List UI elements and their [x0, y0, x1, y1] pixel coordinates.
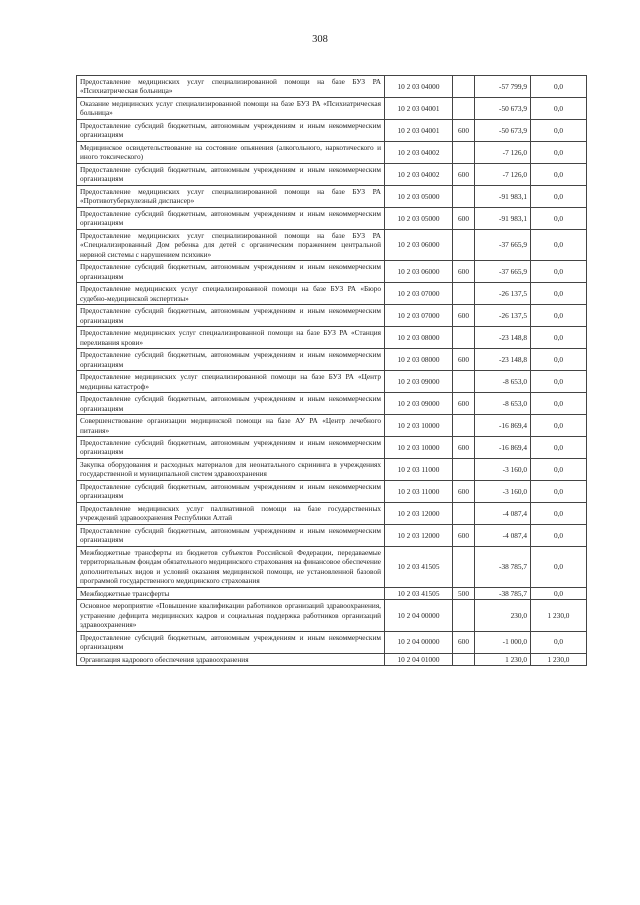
row-name-cell: Оказание медицинских услуг специализированной помощи на базе БУЗ РА «Психиатрическая больница» [77, 97, 385, 119]
row-name-cell: Закупка оборудования и расходных материалов для неонатального скрининга в учреждениях государственной и муниципальной систем здравоохранения [77, 458, 385, 480]
row-amount-change-cell: -38 785,7 [475, 587, 531, 599]
table-row [77, 546, 587, 587]
budget-table [76, 75, 587, 666]
row-name-cell: Предоставление субсидий бюджетным, автономным учреждениям и иным некоммерческим организациям [77, 261, 385, 283]
table-row [77, 393, 587, 415]
row-amount-change-cell: -8 653,0 [475, 371, 531, 393]
row-name-cell: Предоставление медицинских услуг специализированной помощи на базе БУЗ РА «Бюро судебно-медицинской экспертизы» [77, 283, 385, 305]
row-name-cell: Предоставление субсидий бюджетным, автономным учреждениям и иным некоммерческим организациям [77, 631, 385, 653]
row-amount-second-cell: 0,0 [531, 229, 587, 260]
row-amount-change-cell: -26 137,5 [475, 305, 531, 327]
row-name-cell: Межбюджетные трансферты из бюджетов субъектов Российской Федерации, передаваемые территориальным фондам обязательного медицинского страхования на финансовое обеспечение дополнительных видов и условий оказания медицинской помощи, не установленной базовой программой государственного медицинского страхования [77, 546, 385, 587]
row-amount-change-cell: -37 665,9 [475, 261, 531, 283]
row-amount-second-cell: 0,0 [531, 524, 587, 546]
row-amount-second-cell: 0,0 [531, 546, 587, 587]
row-amount-second-cell: 0,0 [531, 631, 587, 653]
row-code-cell: 10 2 03 11000 [385, 480, 453, 502]
row-amount-second-cell: 0,0 [531, 458, 587, 480]
row-expense-type-cell: 600 [453, 163, 475, 185]
table-row [77, 327, 587, 349]
row-amount-change-cell: -16 869,4 [475, 436, 531, 458]
budget-table-body [77, 76, 587, 666]
row-name-cell: Предоставление субсидий бюджетным, автономным учреждениям и иным некоммерческим организациям [77, 524, 385, 546]
table-row [77, 163, 587, 185]
table-row [77, 261, 587, 283]
row-expense-type-cell: 600 [453, 631, 475, 653]
row-name-cell: Предоставление субсидий бюджетным, автономным учреждениям и иным некоммерческим организациям [77, 305, 385, 327]
table-row [77, 141, 587, 163]
row-expense-type-cell [453, 458, 475, 480]
row-expense-type-cell [453, 76, 475, 98]
row-code-cell: 10 2 03 06000 [385, 261, 453, 283]
row-amount-second-cell: 0,0 [531, 76, 587, 98]
row-code-cell: 10 2 03 11000 [385, 458, 453, 480]
row-amount-second-cell: 0,0 [531, 283, 587, 305]
row-code-cell: 10 2 03 04001 [385, 97, 453, 119]
row-amount-second-cell: 0,0 [531, 349, 587, 371]
table-row [77, 524, 587, 546]
row-code-cell: 10 2 04 00000 [385, 631, 453, 653]
row-code-cell: 10 2 03 08000 [385, 327, 453, 349]
row-name-cell: Предоставление субсидий бюджетным, автономным учреждениям и иным некоммерческим организациям [77, 349, 385, 371]
table-row [77, 207, 587, 229]
row-amount-second-cell: 0,0 [531, 436, 587, 458]
row-amount-second-cell: 0,0 [531, 502, 587, 524]
row-name-cell: Предоставление медицинских услуг специализированной помощи на базе БУЗ РА «Специализированный Дом ребенка для детей с органическим поражением центральной нервной системы с нарушением психики» [77, 229, 385, 260]
row-code-cell: 10 2 03 12000 [385, 502, 453, 524]
row-amount-change-cell: -8 653,0 [475, 393, 531, 415]
page-number: 308 [312, 34, 328, 45]
row-amount-second-cell: 0,0 [531, 97, 587, 119]
row-code-cell: 10 2 03 07000 [385, 283, 453, 305]
row-name-cell: Предоставление субсидий бюджетным, автономным учреждениям и иным некоммерческим организациям [77, 480, 385, 502]
row-name-cell: Межбюджетные трансферты [77, 587, 385, 599]
table-row [77, 283, 587, 305]
row-amount-change-cell: -7 126,0 [475, 163, 531, 185]
row-code-cell: 10 2 03 41505 [385, 546, 453, 587]
row-expense-type-cell [453, 502, 475, 524]
table-row [77, 480, 587, 502]
row-expense-type-cell [453, 229, 475, 260]
row-amount-change-cell: -38 785,7 [475, 546, 531, 587]
table-row [77, 502, 587, 524]
table-row [77, 458, 587, 480]
row-amount-change-cell: -16 869,4 [475, 415, 531, 437]
row-code-cell: 10 2 03 41505 [385, 587, 453, 599]
row-amount-change-cell: -50 673,9 [475, 97, 531, 119]
row-name-cell: Предоставление субсидий бюджетным, автономным учреждениям и иным некоммерческим организациям [77, 163, 385, 185]
row-code-cell: 10 2 03 09000 [385, 371, 453, 393]
row-name-cell: Предоставление медицинских услуг специализированной помощи на базе БУЗ РА «Противотуберкулезный диспансер» [77, 185, 385, 207]
table-row [77, 229, 587, 260]
row-expense-type-cell: 600 [453, 261, 475, 283]
row-expense-type-cell: 600 [453, 349, 475, 371]
row-code-cell: 10 2 03 05000 [385, 207, 453, 229]
row-amount-second-cell: 0,0 [531, 305, 587, 327]
row-code-cell: 10 2 03 05000 [385, 185, 453, 207]
row-code-cell: 10 2 04 00000 [385, 600, 453, 631]
row-code-cell: 10 2 03 08000 [385, 349, 453, 371]
row-name-cell: Предоставление субсидий бюджетным, автономным учреждениям и иным некоммерческим организациям [77, 207, 385, 229]
row-code-cell: 10 2 03 06000 [385, 229, 453, 260]
row-code-cell: 10 2 03 04000 [385, 76, 453, 98]
table-row [77, 305, 587, 327]
row-code-cell: 10 2 04 01000 [385, 653, 453, 665]
row-amount-change-cell: -3 160,0 [475, 480, 531, 502]
row-amount-second-cell: 0,0 [531, 207, 587, 229]
row-expense-type-cell: 600 [453, 207, 475, 229]
row-expense-type-cell: 600 [453, 524, 475, 546]
row-name-cell: Основное мероприятие «Повышение квалификации работников организаций здравоохранения, устранение дефицита медицинских кадров и социальная поддержка работников организаций здравоохранения» [77, 600, 385, 631]
table-row [77, 185, 587, 207]
row-expense-type-cell: 600 [453, 480, 475, 502]
row-name-cell: Предоставление медицинских услуг паллиативной помощи на базе государственных учреждений здравоохранения Республики Алтай [77, 502, 385, 524]
row-name-cell: Предоставление медицинских услуг специализированной помощи на базе БУЗ РА «Станция переливания крови» [77, 327, 385, 349]
row-amount-change-cell: -1 000,0 [475, 631, 531, 653]
row-expense-type-cell: 600 [453, 119, 475, 141]
row-amount-second-cell: 0,0 [531, 141, 587, 163]
table-row [77, 415, 587, 437]
row-expense-type-cell [453, 97, 475, 119]
row-amount-second-cell: 0,0 [531, 480, 587, 502]
table-row [77, 653, 587, 665]
row-amount-second-cell: 0,0 [531, 415, 587, 437]
row-amount-change-cell: -57 799,9 [475, 76, 531, 98]
row-code-cell: 10 2 03 07000 [385, 305, 453, 327]
row-expense-type-cell [453, 653, 475, 665]
row-amount-change-cell: -23 148,8 [475, 349, 531, 371]
row-expense-type-cell [453, 415, 475, 437]
row-amount-change-cell: -3 160,0 [475, 458, 531, 480]
row-amount-change-cell: 1 230,0 [475, 653, 531, 665]
row-name-cell: Предоставление медицинских услуг специализированной помощи на базе БУЗ РА «Психиатрическая больница» [77, 76, 385, 98]
row-amount-second-cell: 0,0 [531, 371, 587, 393]
row-code-cell: 10 2 03 12000 [385, 524, 453, 546]
table-row [77, 76, 587, 98]
row-amount-second-cell: 0,0 [531, 261, 587, 283]
row-expense-type-cell: 600 [453, 393, 475, 415]
row-code-cell: 10 2 03 04002 [385, 141, 453, 163]
row-expense-type-cell [453, 185, 475, 207]
row-amount-change-cell: -4 087,4 [475, 524, 531, 546]
row-expense-type-cell [453, 546, 475, 587]
table-row [77, 600, 587, 631]
row-name-cell: Предоставление субсидий бюджетным, автономным учреждениям и иным некоммерческим организациям [77, 393, 385, 415]
row-amount-change-cell: -23 148,8 [475, 327, 531, 349]
row-expense-type-cell [453, 600, 475, 631]
row-amount-change-cell: -7 126,0 [475, 141, 531, 163]
row-code-cell: 10 2 03 10000 [385, 436, 453, 458]
row-name-cell: Предоставление субсидий бюджетным, автономным учреждениям и иным некоммерческим организациям [77, 119, 385, 141]
table-row [77, 371, 587, 393]
row-expense-type-cell: 600 [453, 305, 475, 327]
row-expense-type-cell: 500 [453, 587, 475, 599]
row-amount-change-cell: -37 665,9 [475, 229, 531, 260]
row-amount-second-cell: 0,0 [531, 393, 587, 415]
row-name-cell: Медицинское освидетельствование на состояние опьянения (алкогольного, наркотического и иного токсического) [77, 141, 385, 163]
row-amount-change-cell: 230,0 [475, 600, 531, 631]
table-row [77, 436, 587, 458]
table-row [77, 119, 587, 141]
row-name-cell: Совершенствование организации медицинской помощи на базе АУ РА «Центр лечебного питания» [77, 415, 385, 437]
row-amount-change-cell: -4 087,4 [475, 502, 531, 524]
row-code-cell: 10 2 03 04001 [385, 119, 453, 141]
row-amount-second-cell: 0,0 [531, 587, 587, 599]
row-amount-second-cell: 0,0 [531, 119, 587, 141]
row-amount-second-cell: 0,0 [531, 185, 587, 207]
row-expense-type-cell [453, 141, 475, 163]
row-expense-type-cell [453, 371, 475, 393]
row-amount-second-cell: 1 230,0 [531, 653, 587, 665]
row-amount-change-cell: -50 673,9 [475, 119, 531, 141]
row-name-cell: Предоставление медицинских услуг специализированной помощи на базе БУЗ РА «Центр медицины катастроф» [77, 371, 385, 393]
row-expense-type-cell [453, 283, 475, 305]
row-expense-type-cell: 600 [453, 436, 475, 458]
row-expense-type-cell [453, 327, 475, 349]
table-row [77, 587, 587, 599]
row-name-cell: Организация кадрового обеспечения здравоохранения [77, 653, 385, 665]
row-amount-second-cell: 0,0 [531, 163, 587, 185]
table-row [77, 631, 587, 653]
row-code-cell: 10 2 03 10000 [385, 415, 453, 437]
row-amount-change-cell: -91 983,1 [475, 207, 531, 229]
row-amount-second-cell: 1 230,0 [531, 600, 587, 631]
table-row [77, 349, 587, 371]
row-code-cell: 10 2 03 09000 [385, 393, 453, 415]
row-amount-second-cell: 0,0 [531, 327, 587, 349]
row-code-cell: 10 2 03 04002 [385, 163, 453, 185]
table-row [77, 97, 587, 119]
row-name-cell: Предоставление субсидий бюджетным, автономным учреждениям и иным некоммерческим организациям [77, 436, 385, 458]
row-amount-change-cell: -91 983,1 [475, 185, 531, 207]
row-amount-change-cell: -26 137,5 [475, 283, 531, 305]
